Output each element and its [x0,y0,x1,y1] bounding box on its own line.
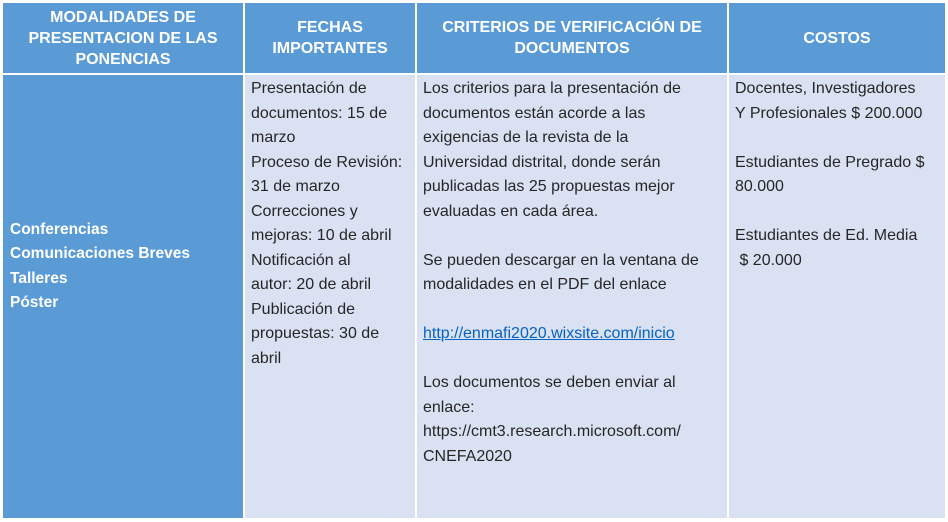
modalidades-list [10,218,190,376]
costo-media [735,224,939,273]
criterios-line: modalidades en el PDF del enlace [423,276,667,293]
criterios-line: Se pueden descargar en la ventana de [423,251,699,269]
fechas-line: marzo [251,129,296,146]
criterios-line: CNEFA2020 [423,447,512,465]
info-table [3,3,945,520]
modalidad-item: Conferencias [10,220,109,238]
costo-line: $ 20.000 [735,251,802,269]
fechas-line: 31 de marzo [251,178,340,195]
criterios-line: Universidad distrital, donde serán [423,153,661,171]
criterios-cell [417,75,727,518]
fechas-cell [245,75,415,518]
header-fechas: FECHAS IMPORTANTES [245,3,415,73]
fechas-line: documentos: 15 de [251,104,388,122]
criterios-paragraph [423,77,721,224]
fechas-line: Presentación de [251,80,367,97]
criterios-line: exigencias de la revista de la [423,129,629,146]
modalidades-cell [3,75,243,518]
descarga-paragraph [423,249,721,298]
modalidad-item: Comunicaciones Breves [10,245,191,262]
envio-paragraph [423,371,721,469]
fechas-line: Proceso de Revisión: [251,153,403,171]
costos-cell [729,75,945,518]
costo-line: Estudiantes de Pregrado $ [735,153,925,171]
costo-line: Docentes, Investigadores [735,80,916,97]
fechas-line: Notificación al [251,251,351,269]
modalidad-item: Póster [10,294,59,311]
costo-pregrado [735,151,939,200]
costo-line: 80.000 [735,178,784,195]
costo-line: Y Profesionales $ 200.000 [735,104,923,122]
criterios-line: evaluadas en cada área. [423,202,599,220]
header-modalidades: MODALIDADES DE PRESENTACION DE LAS PONENCIAS [3,3,243,73]
inicio-link[interactable]: http://enmafi2020.wixsite.com/inicio [423,325,675,342]
header-criterios: CRITERIOS DE VERIFICACIÓN DE DOCUMENTOS [417,3,727,73]
criterios-line: Los documentos se deben enviar al [423,374,676,391]
header-costos: COSTOS [729,3,945,73]
fechas-line: autor: 20 de abril [251,276,372,293]
costo-docentes [735,77,939,126]
criterios-line: publicadas las 25 propuestas mejor [423,178,675,195]
fechas-line: mejoras: 10 de abril [251,227,392,244]
criterios-line: enlace: [423,398,475,416]
fechas-line: Correcciones y [251,202,358,220]
modalidad-item: Talleres [10,269,68,287]
criterios-line: documentos están acorde a las [423,104,646,122]
costo-line: Estudiantes de Ed. Media [735,227,918,244]
fechas-line: Publicación de [251,300,356,318]
criterios-line: Los criterios para la presentación de [423,80,681,97]
criterios-line: https://cmt3.research.microsoft.com/ [423,423,681,440]
fechas-line: abril [251,349,282,367]
fechas-line: propuestas: 30 de [251,325,380,342]
